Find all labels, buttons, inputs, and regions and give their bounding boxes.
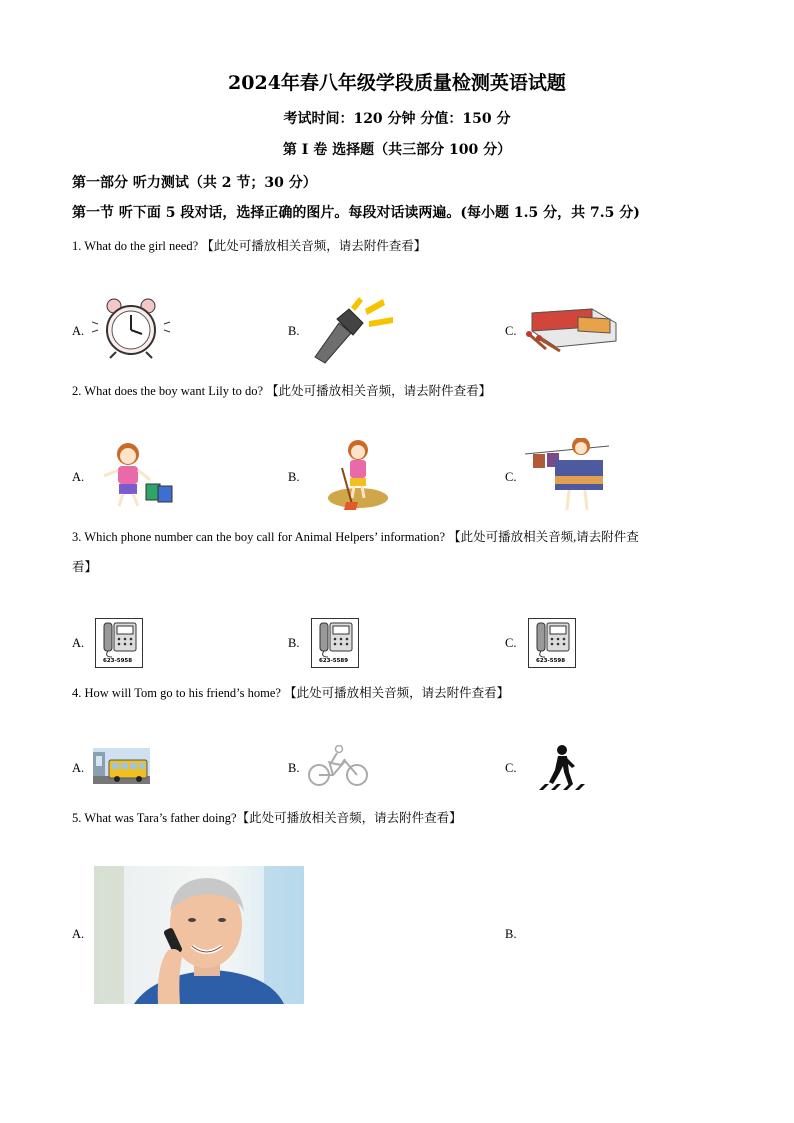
telephone-icon — [96, 619, 142, 659]
volume-heading: 第 I 卷 选择题（共三部分 100 分） — [282, 142, 512, 158]
q2-option-b[interactable]: B. — [288, 470, 300, 484]
question-1: 1. What do the girl need? 【此处可播放相关音频，请去附件查看】 — [72, 239, 427, 253]
q4-option-a[interactable]: A. — [72, 761, 85, 775]
phone-number-a: 623-5958 — [103, 658, 133, 664]
q1-option-b[interactable]: B. — [288, 324, 300, 338]
question-5: 5. What was Tara’s father doing?【此处可播放相关音频，请去附件查看】 — [72, 811, 462, 825]
phone-number-c: 623-5598 — [536, 658, 566, 664]
q3-option-a[interactable]: A. — [72, 636, 85, 650]
question-4: 4. How will Tom go to his friend’s home? 【此处可播放相关音频，请去附件查看】 — [72, 686, 510, 700]
girl-sweeping-icon — [328, 438, 388, 512]
phone-b — [311, 618, 359, 668]
q5-option-a[interactable]: A. — [72, 927, 85, 941]
matches-icon — [522, 305, 618, 355]
question-3-line1: 3. Which phone number can the boy call for Animal Helpers’ information? 【此处可播放相关音频,请去附件查 — [72, 530, 639, 544]
q5-option-b[interactable]: B. — [505, 927, 517, 941]
q4-option-b[interactable]: B. — [288, 761, 300, 775]
q2-option-c[interactable]: C. — [505, 470, 517, 484]
man-on-phone-photo — [94, 866, 304, 1004]
question-3-line2: 看】 — [72, 560, 98, 574]
q4-option-c[interactable]: C. — [505, 761, 517, 775]
phone-c — [528, 618, 576, 668]
q1-option-a[interactable]: A. — [72, 324, 85, 338]
exam-info: 考试时间：120 分钟 分值：150 分 — [283, 111, 511, 127]
phone-a — [95, 618, 143, 668]
q3-option-c[interactable]: C. — [505, 636, 517, 650]
alarm-clock-icon — [92, 298, 172, 360]
q3-option-b[interactable]: B. — [288, 636, 300, 650]
bus-icon — [93, 748, 150, 784]
bicycle-icon — [307, 745, 369, 787]
girl-laundry-icon — [525, 438, 609, 514]
page-title: 2024年春八年级学段质量检测英语试题 — [228, 72, 566, 94]
telephone-icon — [312, 619, 358, 659]
q2-option-a[interactable]: A. — [72, 470, 85, 484]
flashlight-icon — [305, 295, 397, 365]
girl-shopping-icon — [92, 440, 182, 510]
section1-heading: 第一节 听下面 5 段对话，选择正确的图片。每段对话读两遍。(每小题 1.5 分，共 7.5 分) — [72, 205, 640, 221]
q1-option-c[interactable]: C. — [505, 324, 517, 338]
telephone-icon — [529, 619, 575, 659]
part1-heading: 第一部分 听力测试（共 2 节；30 分） — [72, 175, 317, 191]
walking-icon — [537, 744, 587, 792]
question-2: 2. What does the boy want Lily to do? 【此处可播放相关音频，请去附件查看】 — [72, 384, 492, 398]
phone-number-b: 623-5589 — [319, 658, 349, 664]
